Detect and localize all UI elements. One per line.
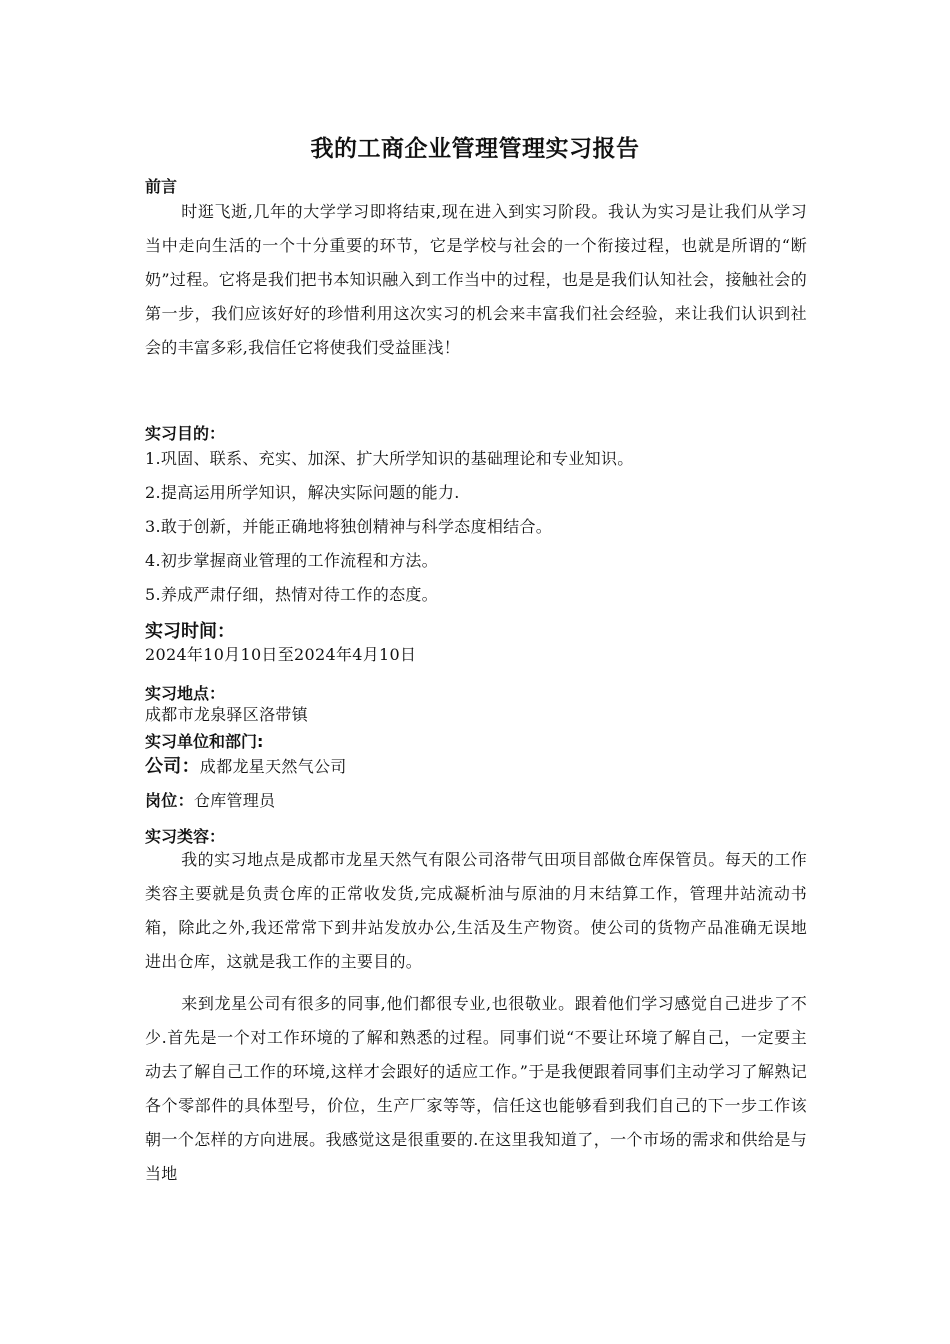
content-heading: 实习类容： — [145, 827, 226, 846]
objectives-heading: 实习目的： — [145, 424, 226, 443]
company-value: 成都龙星天然气公司 — [199, 757, 347, 776]
time-value: 2024年10月10日至2024年4月10日 — [145, 645, 417, 664]
time-heading: 实习时间： — [145, 621, 235, 642]
page-title: 我的工商企业管理管理实习报告 — [310, 136, 640, 162]
objective-item: 2.提高运用所学知识，解决实际问题的能力. — [145, 483, 460, 502]
preface-text: 时逛飞逝,几年的大学学习即将结束,现在进入到实习阶段。我认为实习是让我们从学习当中走向生活的一个十分重要的环节，它是学校与社会的一个衔接过程，也就是所谓的“断奶”过程。它将是我们把书本知识融入到工作当中的过程，也是是我们认知社会，接触社会的第一步，我们应该好好的珍惜利用这次实习的机会来丰富我们社会经验，来让我们认识到社会的丰富多彩,我信任它将使我们受益匪浅！ — [145, 202, 807, 357]
objective-item: 3.敢于创新，并能正确地将独创精神与科学态度相结合。 — [145, 517, 553, 536]
content-paragraph-1 — [145, 843, 807, 979]
content-text-2: 来到龙星公司有很多的同事,他们都很专业,也很敬业。跟着他们学习感觉自己进步了不少.首先是一个对工作环境的了解和熟悉的过程。同事们说“不要让环境了解自己，一定要主动去了解自己工作的环境,这样才会跟好的适应工作。”于是我便跟着同事们主动学习了解熟记各个零部件的具体型号，价位，生产厂家等等，信任这也能够看到我们自己的下一步工作该朝一个怎样的方向进展。我感觉这是很重要的.在这里我知道了，一个市场的需求和供给是与当地 — [145, 994, 807, 1183]
location-value: 成都市龙泉驿区洛带镇 — [145, 705, 309, 724]
unit-heading: 实习单位和部门: — [145, 732, 264, 751]
preface-paragraph — [145, 195, 807, 365]
content-text-1: 我的实习地点是成都市龙星天然气有限公司洛带气田项目部做仓库保管员。每天的工作类容主要就是负责仓库的正常收发货,完成凝析油与原油的月末结算工作，管理井站流动书箱，除此之外,我还常常下到井站发放办公,生活及生产物资。使公司的货物产品准确无误地进出仓库，这就是我工作的主要目的。 — [145, 850, 807, 971]
objective-item: 4.初步掌握商业管理的工作流程和方法。 — [145, 551, 438, 570]
company-label: 公司： — [145, 756, 200, 777]
preface-heading: 前言 — [145, 177, 178, 196]
objective-item: 5.养成严肃仔细，热情对待工作的态度。 — [145, 585, 438, 604]
location-heading: 实习地点： — [145, 684, 226, 703]
position-value: 仓库管理员 — [193, 791, 276, 810]
objective-item: 1.巩固、联系、充实、加深、扩大所学知识的基础理论和专业知识。 — [145, 449, 634, 468]
objectives-list — [145, 442, 807, 612]
position-label: 岗位： — [145, 791, 194, 810]
company-line — [145, 756, 807, 778]
content-paragraph-2 — [145, 987, 807, 1191]
position-line — [145, 790, 807, 812]
